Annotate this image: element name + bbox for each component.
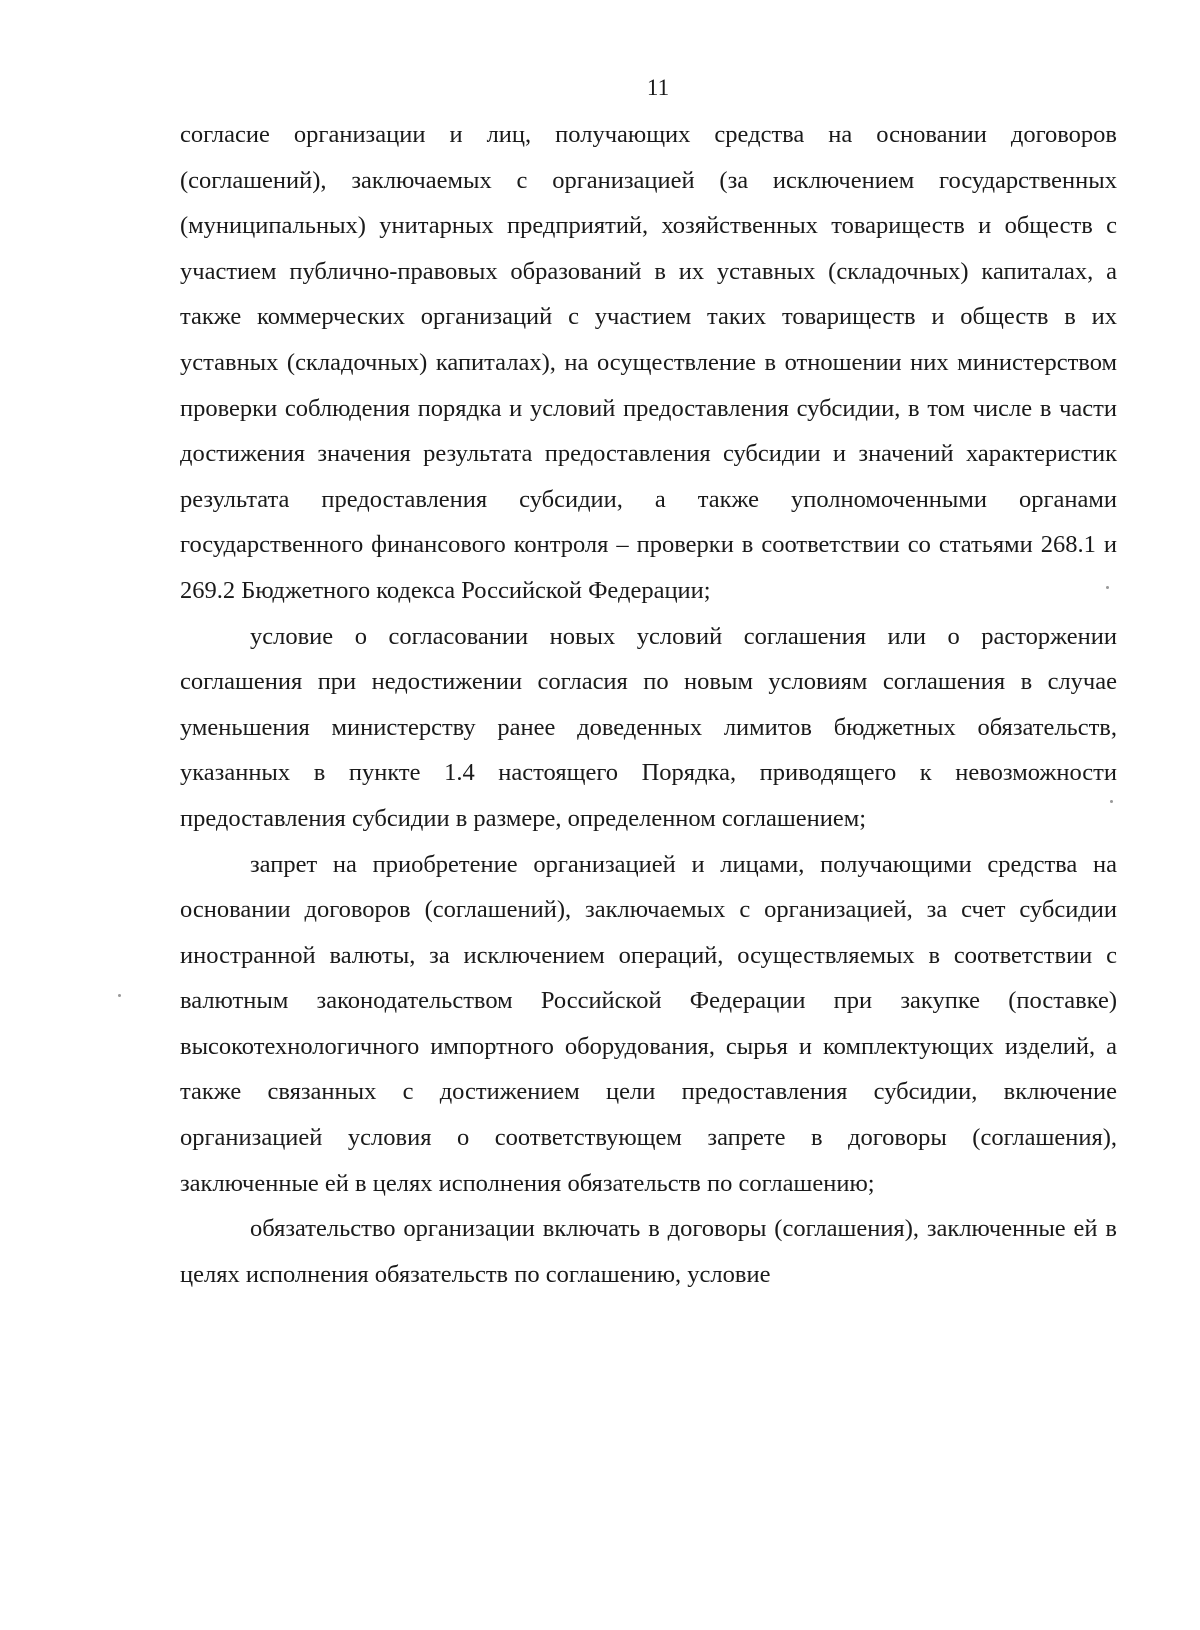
paragraph-organization-obligation: обязательство организации включать в договоры (соглашения), заключенные ей в целях исполнения обязательств по соглашению, условие bbox=[180, 1215, 1117, 1288]
paragraph-agreement-conditions: условие о согласовании новых условий соглашения или о расторжении соглашения при недостижении согласия по новым условиям соглашения в случае уменьшения министерству ранее доведенных лимитов бюджетных обязательств, указанных в пункте 1.4 настоящего Порядка, приводящего к невозможности предоставления субсидии в размере, определенном соглашением; bbox=[180, 622, 1117, 832]
scan-speck bbox=[118, 994, 121, 997]
paragraph-continued-consent: согласие организации и лиц, получающих средства на основании договоров (соглашений), заключаемых с организацией (за исключением государственных (муниципальных) унитарных предприятий, хозяйственных товариществ и обществ с участием публично-правовых образований в их уставных (складочных) капиталах, а также коммерческих организаций с участием таких товариществ и обществ в их уставных (складочных) капиталах), на осуществление в отношении них министерством проверки соблюдения порядка и условий предоставления субсидии, в том числе в части достижения значения результата предоставления субсидии и значений характеристик результата предоставления субсидии, а также уполномоченными органами государственного финансового контроля – проверки в соответствии со статьями 268.1 и 269.2 Бюджетного кодекса Российской Федерации; bbox=[180, 121, 1117, 604]
page-number: 11 bbox=[646, 75, 670, 100]
scan-speck bbox=[1110, 800, 1113, 803]
paragraph-currency-ban: запрет на приобретение организацией и лицами, получающими средства на основании договоров (соглашений), заключаемых с организацией, за счет субсидии иностранной валюты, за исключением операций, осуществляемых в соответствии с валютным законодательством Российской Федерации при закупке (поставке) высокотехнологичного импортного оборудования, сырья и комплектующих изделий, а также связанных с достижением цели предоставления субсидии, включение организацией условия о соответствующем запрете в договоры (соглашения), заключенные ей в целях исполнения обязательств по соглашению; bbox=[180, 850, 1117, 1197]
document-body bbox=[180, 112, 1117, 1297]
scan-speck bbox=[1106, 586, 1109, 589]
